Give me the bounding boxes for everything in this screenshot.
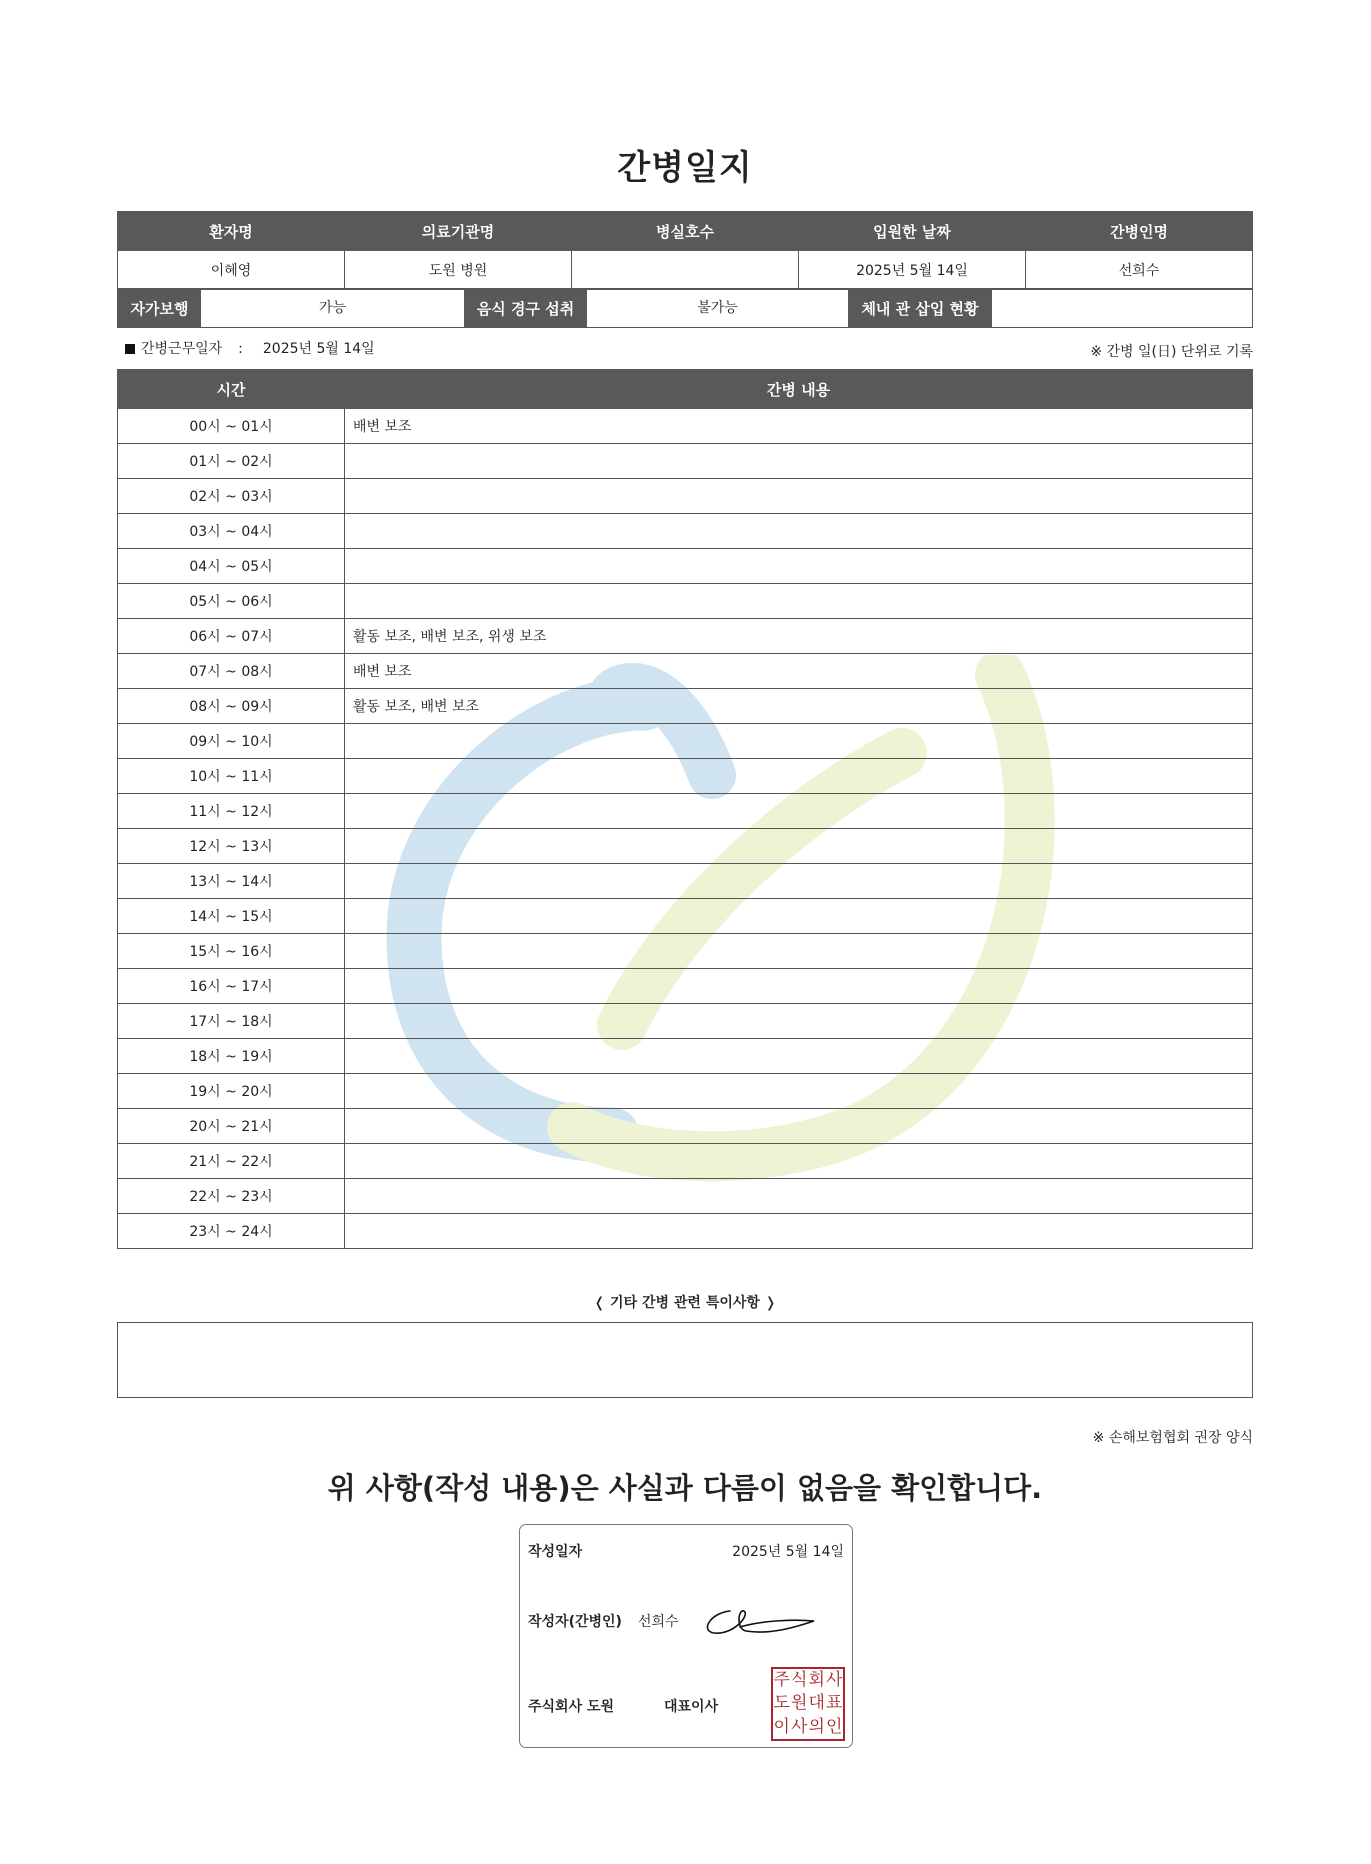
schedule-table bbox=[117, 369, 1253, 1249]
extra-notes-title: ❬ 기타 간병 관련 특이사항 ❭ bbox=[593, 1295, 777, 1311]
content-cell bbox=[345, 1179, 1253, 1214]
time-cell: 04시 ~ 05시 bbox=[118, 549, 345, 584]
stamp-char: 대 bbox=[808, 1693, 825, 1714]
stamp-char: 의 bbox=[808, 1716, 825, 1737]
stamp-char: 사 bbox=[791, 1716, 808, 1737]
time-cell: 19시 ~ 20시 bbox=[118, 1074, 345, 1109]
self-walk-label: 자가보행 bbox=[118, 289, 201, 327]
form-source-note: ※ 손해보험협회 권장 양식 bbox=[1092, 1430, 1253, 1446]
time-cell: 13시 ~ 14시 bbox=[118, 864, 345, 899]
table-row bbox=[118, 654, 1253, 689]
patient-name-value: 이혜영 bbox=[118, 251, 345, 290]
table-row bbox=[118, 829, 1253, 864]
stamp-char: 원 bbox=[791, 1693, 808, 1714]
schedule-header-row bbox=[118, 370, 1253, 409]
oral-intake-value: 불가능 bbox=[697, 300, 738, 316]
table-row bbox=[118, 1109, 1253, 1144]
content-cell bbox=[345, 1074, 1253, 1109]
table-row bbox=[118, 759, 1253, 794]
table-row bbox=[118, 409, 1253, 444]
time-cell: 20시 ~ 21시 bbox=[118, 1109, 345, 1144]
content-cell: 활동 보조, 배변 보조 bbox=[345, 689, 1253, 724]
table-row bbox=[118, 549, 1253, 584]
content-header: 간병 내용 bbox=[345, 370, 1253, 409]
table-row bbox=[118, 969, 1253, 1004]
time-cell: 05시 ~ 06시 bbox=[118, 584, 345, 619]
time-cell: 06시 ~ 07시 bbox=[118, 619, 345, 654]
table-row bbox=[118, 899, 1253, 934]
tube-label: 체내 관 삽입 현황 bbox=[848, 289, 992, 327]
stamp-char: 사 bbox=[826, 1670, 843, 1691]
work-date-value: 2025년 5월 14일 bbox=[262, 341, 375, 357]
handwritten-signature-icon bbox=[700, 1605, 820, 1641]
time-header: 시간 bbox=[118, 370, 345, 409]
content-cell bbox=[345, 1004, 1253, 1039]
patient-info-header-row bbox=[118, 212, 1253, 251]
work-date-line bbox=[125, 338, 375, 358]
table-row bbox=[118, 1004, 1253, 1039]
content-cell bbox=[345, 549, 1253, 584]
write-date-value: 2025년 5월 14일 bbox=[732, 1544, 844, 1560]
content-cell bbox=[345, 1109, 1253, 1144]
time-cell: 03시 ~ 04시 bbox=[118, 514, 345, 549]
content-cell bbox=[345, 794, 1253, 829]
content-cell bbox=[345, 864, 1253, 899]
time-cell: 18시 ~ 19시 bbox=[118, 1039, 345, 1074]
table-row bbox=[118, 1039, 1253, 1074]
header-room-number: 병실호수 bbox=[572, 212, 799, 251]
content-cell bbox=[345, 829, 1253, 864]
time-cell: 23시 ~ 24시 bbox=[118, 1214, 345, 1249]
patient-info-table bbox=[117, 211, 1253, 290]
tube-value bbox=[992, 289, 1252, 327]
patient-info-value-row bbox=[118, 251, 1253, 290]
content-cell bbox=[345, 514, 1253, 549]
content-cell bbox=[345, 1039, 1253, 1074]
unit-note: ※ 간병 일(日) 단위로 기록 bbox=[1090, 344, 1253, 360]
stamp-char: 식 bbox=[791, 1670, 808, 1691]
stamp-char: 회 bbox=[808, 1670, 825, 1691]
signature-card bbox=[519, 1524, 853, 1748]
company-seal-stamp bbox=[771, 1667, 845, 1741]
self-walk-value: 가능 bbox=[318, 300, 347, 316]
header-caregiver-name: 간병인명 bbox=[1026, 212, 1253, 251]
time-cell: 22시 ~ 23시 bbox=[118, 1179, 345, 1214]
table-row bbox=[118, 1074, 1253, 1109]
time-cell: 21시 ~ 22시 bbox=[118, 1144, 345, 1179]
time-cell: 00시 ~ 01시 bbox=[118, 409, 345, 444]
stamp-char: 표 bbox=[826, 1693, 843, 1714]
time-cell: 11시 ~ 12시 bbox=[118, 794, 345, 829]
work-date-label: 간병근무일자 bbox=[141, 341, 223, 357]
content-cell: 활동 보조, 배변 보조, 위생 보조 bbox=[345, 619, 1253, 654]
header-patient-name: 환자명 bbox=[118, 212, 345, 251]
caregiver-name-value: 선희수 bbox=[1026, 251, 1253, 290]
content-cell: 배변 보조 bbox=[345, 409, 1253, 444]
content-cell bbox=[345, 479, 1253, 514]
time-cell: 12시 ~ 13시 bbox=[118, 829, 345, 864]
time-cell: 02시 ~ 03시 bbox=[118, 479, 345, 514]
stamp-char: 주 bbox=[773, 1670, 790, 1691]
table-row bbox=[118, 934, 1253, 969]
write-date-label: 작성일자 bbox=[528, 1544, 583, 1560]
table-row bbox=[118, 479, 1253, 514]
content-cell bbox=[345, 724, 1253, 759]
table-row bbox=[118, 1214, 1253, 1249]
content-cell bbox=[345, 444, 1253, 479]
time-cell: 10시 ~ 11시 bbox=[118, 759, 345, 794]
table-row bbox=[118, 1179, 1253, 1214]
stamp-char: 이 bbox=[773, 1716, 790, 1737]
work-date-colon: : bbox=[238, 341, 243, 357]
table-row bbox=[118, 619, 1253, 654]
table-row bbox=[118, 514, 1253, 549]
table-row bbox=[118, 1144, 1253, 1179]
content-cell bbox=[345, 1144, 1253, 1179]
room-number-value bbox=[572, 251, 799, 290]
content-cell bbox=[345, 969, 1253, 1004]
time-cell: 16시 ~ 17시 bbox=[118, 969, 345, 1004]
header-hospital-name: 의료기관명 bbox=[345, 212, 572, 251]
content-cell bbox=[345, 1214, 1253, 1249]
table-row bbox=[118, 724, 1253, 759]
time-cell: 14시 ~ 15시 bbox=[118, 899, 345, 934]
content-cell bbox=[345, 934, 1253, 969]
stamp-char: 인 bbox=[826, 1716, 843, 1737]
time-cell: 17시 ~ 18시 bbox=[118, 1004, 345, 1039]
table-row bbox=[118, 689, 1253, 724]
content-cell: 배변 보조 bbox=[345, 654, 1253, 689]
time-cell: 07시 ~ 08시 bbox=[118, 654, 345, 689]
content-cell bbox=[345, 584, 1253, 619]
patient-status-row bbox=[117, 288, 1253, 328]
table-row bbox=[118, 794, 1253, 829]
company-label: 주식회사 도원 bbox=[528, 1699, 615, 1715]
hospital-name-value: 도원 병원 bbox=[345, 251, 572, 290]
oral-intake-label: 음식 경구 섭취 bbox=[464, 289, 587, 327]
page-title: 간병일지 bbox=[617, 148, 753, 188]
time-cell: 01시 ~ 02시 bbox=[118, 444, 345, 479]
table-row bbox=[118, 864, 1253, 899]
header-admission-date: 입원한 날짜 bbox=[799, 212, 1026, 251]
ceo-label: 대표이사 bbox=[664, 1699, 719, 1715]
confirm-statement: 위 사항(작성 내용)은 사실과 다름이 없음을 확인합니다. bbox=[327, 1471, 1043, 1505]
admission-date-value: 2025년 5월 14일 bbox=[799, 251, 1026, 290]
content-cell bbox=[345, 759, 1253, 794]
content-cell bbox=[345, 899, 1253, 934]
square-bullet-icon bbox=[125, 344, 135, 354]
writer-name: 선희수 bbox=[638, 1614, 679, 1630]
care-journal-page bbox=[117, 0, 1253, 1864]
table-row bbox=[118, 444, 1253, 479]
extra-notes-box bbox=[117, 1322, 1253, 1398]
time-cell: 09시 ~ 10시 bbox=[118, 724, 345, 759]
time-cell: 08시 ~ 09시 bbox=[118, 689, 345, 724]
stamp-char: 도 bbox=[773, 1693, 790, 1714]
time-cell: 15시 ~ 16시 bbox=[118, 934, 345, 969]
table-row bbox=[118, 584, 1253, 619]
writer-label: 작성자(간병인) bbox=[528, 1614, 622, 1630]
